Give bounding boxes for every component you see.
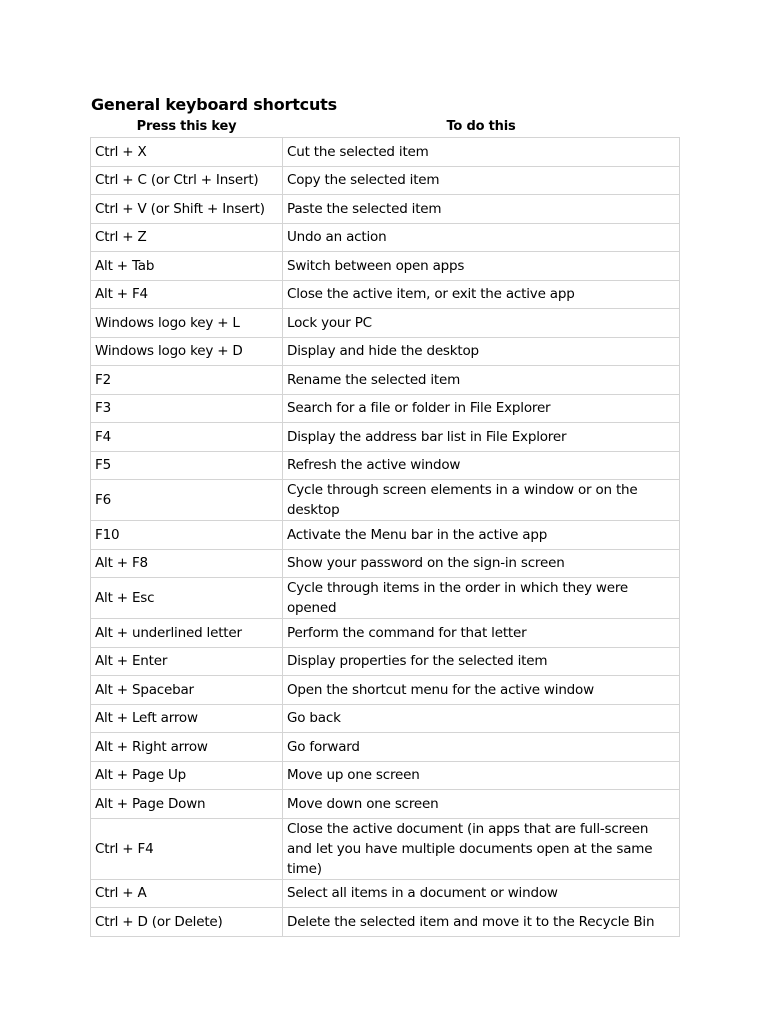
table-row: [91, 619, 680, 648]
shortcut-table: [90, 116, 680, 937]
table-row: [91, 480, 680, 521]
shortcut-action: Paste the selected item: [283, 195, 680, 224]
shortcut-key: Ctrl + V (or Shift + Insert): [91, 195, 283, 224]
shortcut-key: Alt + underlined letter: [91, 619, 283, 648]
key-column-header: Press this key: [136, 119, 237, 134]
shortcut-action: Undo an action: [283, 223, 680, 252]
table-row: [91, 394, 680, 423]
shortcut-action: Go forward: [283, 733, 680, 762]
shortcut-key: Ctrl + Z: [91, 223, 283, 252]
shortcut-action: Perform the command for that letter: [283, 619, 680, 648]
table-row: [91, 761, 680, 790]
shortcut-key: Alt + Tab: [91, 252, 283, 281]
table-row: [91, 195, 680, 224]
shortcut-action: Show your password on the sign-in screen: [283, 549, 680, 578]
table-row: [91, 879, 680, 908]
table-row: [91, 423, 680, 452]
shortcut-key: Windows logo key + L: [91, 309, 283, 338]
table-header-row: [91, 116, 680, 138]
shortcut-action: Rename the selected item: [283, 366, 680, 395]
shortcut-action: Go back: [283, 704, 680, 733]
shortcut-key: Ctrl + C (or Ctrl + Insert): [91, 166, 283, 195]
table-row: [91, 309, 680, 338]
shortcut-action: Copy the selected item: [283, 166, 680, 195]
table-row: [91, 676, 680, 705]
table-row: [91, 647, 680, 676]
shortcut-action: Cycle through screen elements in a window or on the desktop: [283, 480, 680, 521]
shortcut-action: Cut the selected item: [283, 138, 680, 167]
shortcut-key: Alt + Page Up: [91, 761, 283, 790]
shortcut-key: Windows logo key + D: [91, 337, 283, 366]
shortcut-action: Close the active item, or exit the active app: [283, 280, 680, 309]
shortcut-key: F10: [91, 521, 283, 550]
shortcut-key: Alt + Right arrow: [91, 733, 283, 762]
shortcut-action: Move up one screen: [283, 761, 680, 790]
shortcut-action: Open the shortcut menu for the active window: [283, 676, 680, 705]
table-row: [91, 252, 680, 281]
action-column-header: To do this: [446, 119, 516, 134]
page-title: General keyboard shortcuts: [91, 95, 337, 114]
table-row: [91, 818, 680, 879]
shortcut-key: Ctrl + D (or Delete): [91, 908, 283, 937]
shortcut-action: Display properties for the selected item: [283, 647, 680, 676]
table-row: [91, 578, 680, 619]
shortcut-action: Cycle through items in the order in which they were opened: [283, 578, 680, 619]
table-row: [91, 223, 680, 252]
shortcut-action: Move down one screen: [283, 790, 680, 819]
shortcut-action: Search for a file or folder in File Explorer: [283, 394, 680, 423]
table-row: [91, 521, 680, 550]
shortcut-action: Display and hide the desktop: [283, 337, 680, 366]
shortcut-key: Alt + Enter: [91, 647, 283, 676]
table-row: [91, 908, 680, 937]
table-row: [91, 337, 680, 366]
shortcut-key: F3: [91, 394, 283, 423]
shortcut-key: F2: [91, 366, 283, 395]
table-row: [91, 138, 680, 167]
shortcut-action: Refresh the active window: [283, 451, 680, 480]
table-row: [91, 704, 680, 733]
shortcut-key: F4: [91, 423, 283, 452]
shortcut-action: Switch between open apps: [283, 252, 680, 281]
shortcut-key: Alt + Spacebar: [91, 676, 283, 705]
shortcut-action: Display the address bar list in File Explorer: [283, 423, 680, 452]
shortcut-key: Ctrl + A: [91, 879, 283, 908]
shortcut-key: Ctrl + F4: [91, 818, 283, 879]
table-row: [91, 733, 680, 762]
table-row: [91, 790, 680, 819]
shortcut-key: F5: [91, 451, 283, 480]
table-row: [91, 366, 680, 395]
shortcut-action: Close the active document (in apps that are full-screen and let you have multiple documents open at the same time): [283, 818, 680, 879]
shortcut-key: Ctrl + X: [91, 138, 283, 167]
shortcut-key: Alt + F4: [91, 280, 283, 309]
table-row: [91, 549, 680, 578]
shortcut-action: Activate the Menu bar in the active app: [283, 521, 680, 550]
shortcut-key: Alt + Page Down: [91, 790, 283, 819]
table-row: [91, 166, 680, 195]
shortcut-action: Delete the selected item and move it to the Recycle Bin: [283, 908, 680, 937]
shortcut-key: F6: [91, 480, 283, 521]
table-row: [91, 280, 680, 309]
table-row: [91, 451, 680, 480]
shortcut-key: Alt + Esc: [91, 578, 283, 619]
shortcut-key: Alt + F8: [91, 549, 283, 578]
shortcut-action: Lock your PC: [283, 309, 680, 338]
shortcut-key: Alt + Left arrow: [91, 704, 283, 733]
shortcut-action: Select all items in a document or window: [283, 879, 680, 908]
